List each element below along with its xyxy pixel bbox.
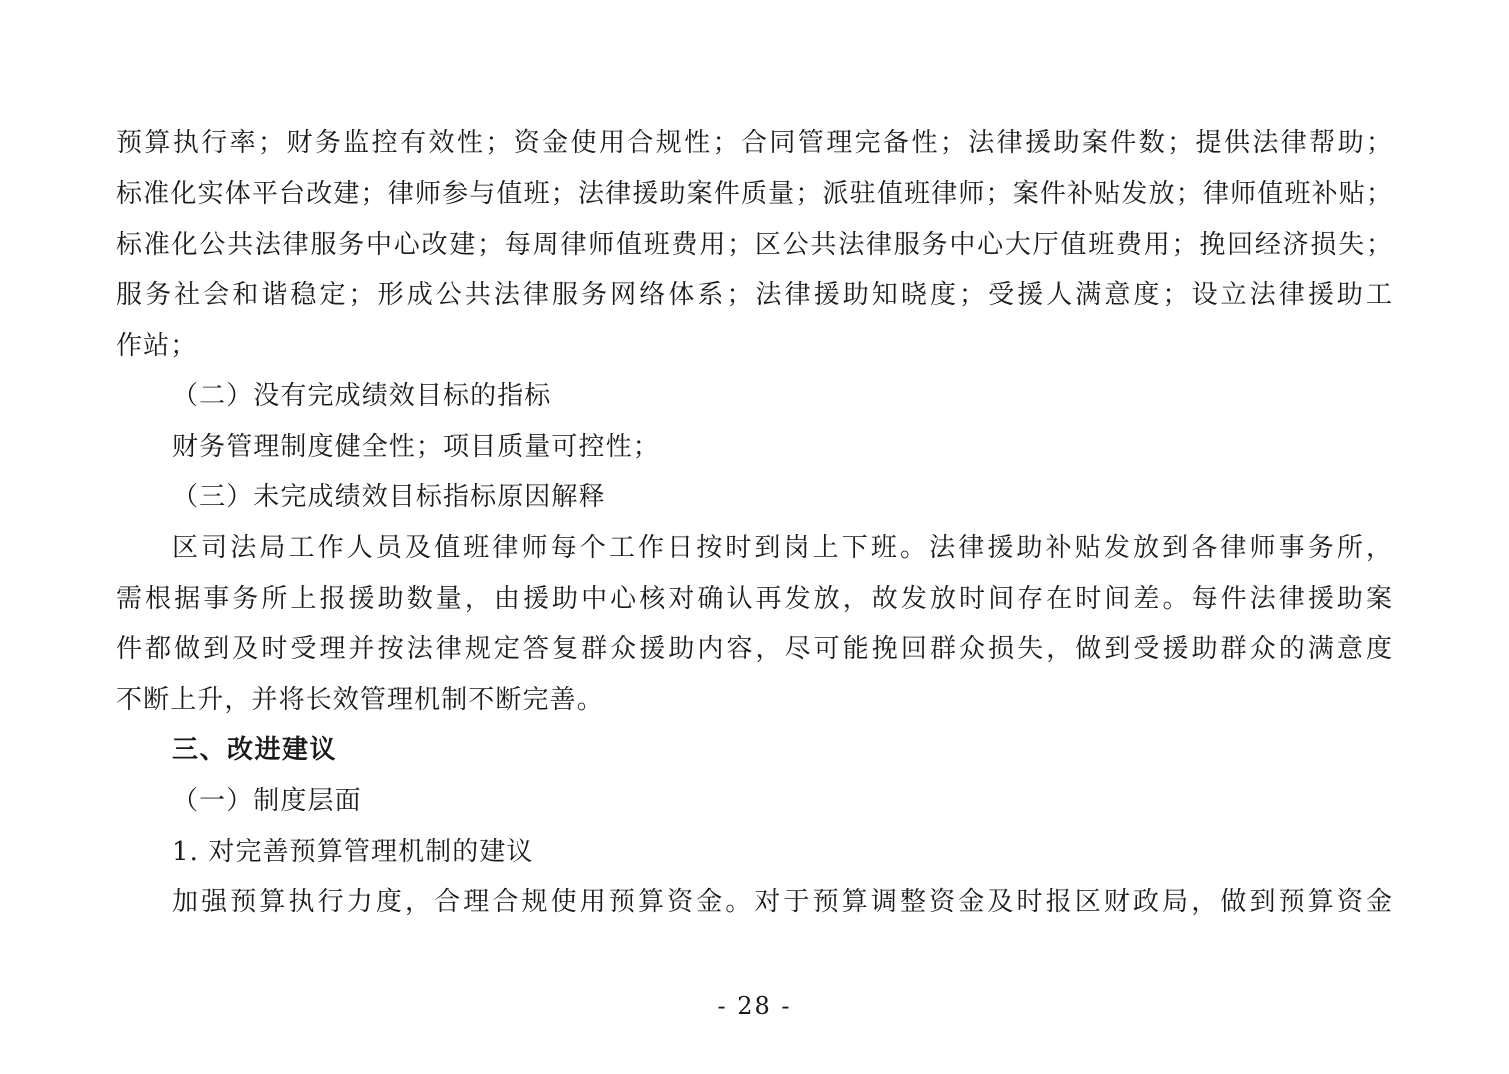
section-heading: （二）没有完成绩效目标的指标 <box>172 381 552 411</box>
paragraph-line: 标准化公共法律服务中心改建；每周律师值班费用；区公共法律服务中心大厅值班费用；挽回经济损失； <box>116 230 1392 260</box>
paragraph-line: 服务社会和谐稳定；形成公共法律服务网络体系；法律援助知晓度；受援人满意度；设立法律援助工 <box>116 280 1392 310</box>
paragraph-line: 区司法局工作人员及值班律师每个工作日按时到岗上下班。法律援助补贴发放到各律师事务所， <box>172 533 1392 563</box>
section-heading: （三）未完成绩效目标指标原因解释 <box>172 482 606 512</box>
section-body: 财务管理制度健全性；项目质量可控性； <box>172 432 660 462</box>
item-heading: 1. 对完善预算管理机制的建议 <box>172 837 534 867</box>
paragraph-line: 件都做到及时受理并按法律规定答复群众援助内容，尽可能挽回群众损失，做到受援助群众的满意度 <box>116 634 1392 664</box>
paragraph-line: 加强预算执行力度，合理合规使用预算资金。对于预算调整资金及时报区财政局，做到预算资金 <box>172 887 1392 917</box>
page-number: - 28 - <box>717 992 792 1020</box>
section-heading: （一）制度层面 <box>172 786 362 816</box>
paragraph-line: 作站； <box>116 331 198 361</box>
paragraph-line: 不断上升，并将长效管理机制不断完善。 <box>116 685 604 715</box>
paragraph-line: 需根据事务所上报援助数量，由援助中心核对确认再发放，故发放时间存在时间差。每件法律援助案 <box>116 584 1392 614</box>
chapter-heading: 三、改进建议 <box>172 735 338 765</box>
paragraph-line: 标准化实体平台改建；律师参与值班；法律援助案件质量；派驻值班律师；案件补贴发放；律师值班补贴； <box>116 179 1392 209</box>
paragraph-line: 预算执行率；财务监控有效性；资金使用合规性；合同管理完备性；法律援助案件数；提供法律帮助； <box>116 128 1392 158</box>
